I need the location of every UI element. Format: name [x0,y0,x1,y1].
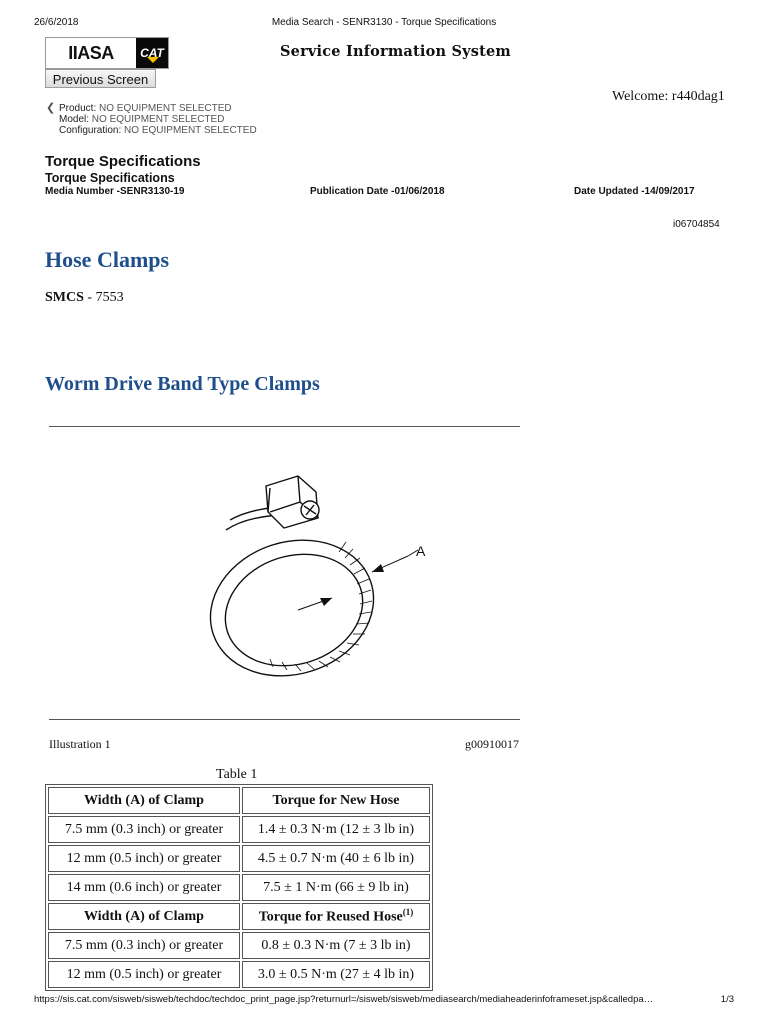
print-page-title: Media Search - SENR3130 - Torque Specifications [271,17,497,28]
table-header-cell: Torque for New Hose [242,787,430,814]
torque-table [45,784,433,991]
equipment-model-row [59,114,257,125]
print-page-number: 1/3 [720,994,734,1005]
equipment-selection [46,102,257,136]
table-header-row [48,787,430,814]
equipment-model-value: NO EQUIPMENT SELECTED [91,114,225,125]
equipment-product-label: Product: [59,103,97,114]
illustration-id: g00910017 [465,737,519,751]
table-header-cell [242,903,430,930]
table-row [48,932,430,959]
print-url: https://sis.cat.com/sisweb/sisweb/techdoc/techdoc_print_page.jsp?returnurl=/sisweb/sisweb/mediasearch/mediaheaderinfoframeset.jsp&calledpa… [34,994,654,1005]
smcs-value: - 7553 [83,290,124,305]
table-header-text: Torque for Reused Hose [258,909,403,925]
table-cell: 7.5 mm (0.3 inch) or greater [48,932,240,959]
media-number: Media Number -SENR3130-19 [45,186,185,197]
cat-logo [136,38,168,68]
table-cell: 1.4 ± 0.3 N·m (12 ± 3 lb in) [242,816,430,843]
date-updated: Date Updated -14/09/2017 [574,186,695,197]
document-subtitle: Torque Specifications [45,171,175,185]
table-header-row [48,903,430,930]
table-header-cell: Width (A) of Clamp [48,903,240,930]
cat-logo-text: CAT [140,46,164,60]
illustration-bottom-rule [49,719,520,720]
chevron-left-icon[interactable]: ❮ [46,102,56,114]
table-cell: 7.5 ± 1 N·m (66 ± 9 lb in) [242,874,430,901]
table-cell: 14 mm (0.6 inch) or greater [48,874,240,901]
table-row [48,845,430,872]
table-cell: 4.5 ± 0.7 N·m (40 ± 6 lb in) [242,845,430,872]
equipment-configuration-row [59,125,257,136]
equipment-product-value: NO EQUIPMENT SELECTED [99,103,232,114]
table-cell: 12 mm (0.5 inch) or greater [48,845,240,872]
publication-date: Publication Date -01/06/2018 [310,186,445,197]
system-title: Service Information System [280,43,511,60]
equipment-configuration-label: Configuration: [59,125,122,136]
document-title: Torque Specifications [45,153,201,170]
equipment-configuration-value: NO EQUIPMENT SELECTED [124,125,257,136]
table-cell: 0.8 ± 0.3 N·m (7 ± 3 lb in) [242,932,430,959]
previous-screen-button[interactable]: Previous Screen [45,69,156,88]
table-row [48,874,430,901]
cat-logo-triangle-icon [147,57,159,63]
subsection-heading: Worm Drive Band Type Clamps [45,373,320,395]
document-id: i06704854 [673,219,720,230]
table-header-cell: Width (A) of Clamp [48,787,240,814]
illustration-caption: Illustration 1 [49,737,111,751]
smcs-code [45,290,124,306]
smcs-label: SMCS [45,290,84,305]
iiasa-logo: IIASA [68,43,114,63]
illustration-top-rule [49,426,520,427]
equipment-product-row [59,103,257,114]
equipment-model-label: Model: [59,114,90,125]
footnote-reference[interactable]: (1) [402,907,414,918]
welcome-text: Welcome: r440dag1 [612,89,725,104]
table-row [48,961,430,988]
print-date: 26/6/2018 [34,17,79,28]
table-row [48,816,430,843]
table-caption: Table 1 [216,767,258,782]
table-cell: 7.5 mm (0.3 inch) or greater [48,816,240,843]
logo-block [45,37,169,69]
dimension-label-a: A [416,543,426,559]
table-cell: 12 mm (0.5 inch) or greater [48,961,240,988]
section-heading: Hose Clamps [45,247,170,272]
hose-clamp-illustration [200,470,450,700]
table-cell: 3.0 ± 0.5 N·m (27 ± 4 lb in) [242,961,430,988]
